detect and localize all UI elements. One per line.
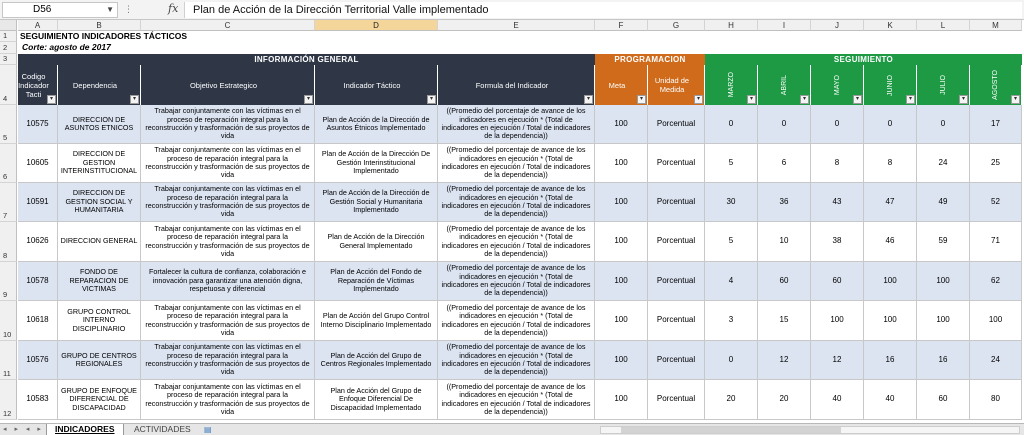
- cell-month-value[interactable]: 15: [758, 301, 811, 341]
- cell-formula[interactable]: ((Promedio del porcentaje de avance de los indicadores en ejecución * (Total de indicadores en ejecución / Total de indicadores de la dependencia)): [438, 262, 595, 301]
- cell-formula[interactable]: ((Promedio del porcentaje de avance de los indicadores en ejecución * (Total de indicadores en ejecución / Total de indicadores de la dependencia)): [438, 380, 595, 420]
- cell-unidad[interactable]: Porcentual: [648, 380, 705, 420]
- band-general: INFORMACIÓN GENERAL: [18, 54, 595, 65]
- row-header-3[interactable]: 3: [0, 54, 17, 65]
- tab-indicadores[interactable]: INDICADORES: [46, 424, 124, 435]
- cell-meta[interactable]: 100: [595, 144, 648, 183]
- filter-dropdown-icon[interactable]: ▾: [47, 95, 56, 104]
- row-header-10[interactable]: 10: [0, 301, 17, 341]
- cell-month-value[interactable]: 62: [970, 262, 1022, 301]
- new-sheet-icon[interactable]: ▤: [204, 425, 212, 434]
- cell-unidad[interactable]: Porcentual: [648, 301, 705, 341]
- cell-month-value[interactable]: 3: [705, 301, 758, 341]
- cell-month-value[interactable]: 30: [705, 183, 758, 222]
- band-seguimiento: SEGUIMIENTO: [705, 54, 1022, 65]
- cell-unidad[interactable]: Porcentual: [648, 183, 705, 222]
- header-meta: [595, 65, 648, 105]
- filter-dropdown-icon[interactable]: ▾: [800, 95, 809, 104]
- filter-dropdown-icon[interactable]: ▾: [694, 95, 703, 104]
- column-header-m[interactable]: M: [970, 20, 1022, 31]
- cell-month-value[interactable]: 100: [864, 301, 917, 341]
- cell-codigo[interactable]: 10575: [18, 105, 58, 144]
- cell-month-value[interactable]: 0: [758, 105, 811, 144]
- formula-input[interactable]: Plan de Acción de la Dirección Territorial Valle implementado: [184, 2, 1022, 18]
- header-indicador: [315, 65, 438, 105]
- name-box-value: D56: [33, 4, 52, 15]
- row-header-2[interactable]: 2: [0, 42, 17, 54]
- header-codigo-label: Codigo Indicador Tacti: [18, 71, 49, 99]
- cell-month-value[interactable]: 49: [917, 183, 970, 222]
- cell-formula[interactable]: ((Promedio del porcentaje de avance de los indicadores en ejecución * (Total de indicadores en ejecución / Total de indicadores de la dependencia)): [438, 341, 595, 380]
- column-header-b[interactable]: B: [58, 20, 141, 31]
- header-month-agosto: [970, 65, 1022, 105]
- cell-unidad[interactable]: Porcentual: [648, 262, 705, 301]
- cell-objetivo[interactable]: Trabajar conjuntamente con las víctimas en el proceso de reparación integral para la reconstrucción y trasformación de sus proyectos de vida: [141, 380, 315, 420]
- header-objetivo: [141, 65, 315, 105]
- select-all-corner[interactable]: [0, 20, 17, 31]
- cell-month-value[interactable]: 0: [705, 105, 758, 144]
- more-icon: ⋮: [124, 4, 135, 14]
- filter-dropdown-icon[interactable]: ▾: [637, 95, 646, 104]
- cell-meta[interactable]: 100: [595, 380, 648, 420]
- row-header-8[interactable]: 8: [0, 222, 17, 262]
- header-formula: [438, 65, 595, 105]
- cell-unidad[interactable]: Porcentual: [648, 144, 705, 183]
- cell-objetivo[interactable]: Trabajar conjuntamente con las víctimas en el proceso de reparación integral para la reconstrucción y trasformación de sus proyectos de vida: [141, 183, 315, 222]
- cell-month-value[interactable]: 16: [917, 341, 970, 380]
- cell-month-value[interactable]: 38: [811, 222, 864, 262]
- row-header-12[interactable]: 12: [0, 380, 17, 420]
- cell-month-value[interactable]: 20: [705, 380, 758, 420]
- cell-formula[interactable]: ((Promedio del porcentaje de avance de los indicadores en ejecución * (Total de indicadores en ejecución / Total de indicadores de la dependencia)): [438, 301, 595, 341]
- cell-formula[interactable]: ((Promedio del porcentaje de avance de los indicadores en ejecución * (Total de indicadores en ejecución / Total de indicadores de la dependencia)): [438, 222, 595, 262]
- band-programacion: PROGRAMACION: [595, 54, 705, 65]
- header-month-junio: [864, 65, 917, 105]
- cell-objetivo[interactable]: Trabajar conjuntamente con las víctimas en el proceso de reparación integral para la reconstrucción y trasformación de sus proyectos de vida: [141, 301, 315, 341]
- header-month-label: MAYO: [833, 74, 841, 96]
- row-header-7[interactable]: 7: [0, 183, 17, 222]
- cell-month-value[interactable]: 0: [811, 105, 864, 144]
- cell-month-value[interactable]: 100: [917, 301, 970, 341]
- header-codigo: [18, 65, 58, 105]
- header-meta-label: Meta: [608, 80, 626, 90]
- cell-month-value[interactable]: 80: [970, 380, 1022, 420]
- cell-month-value[interactable]: 0: [864, 105, 917, 144]
- cell-unidad[interactable]: Porcentual: [648, 222, 705, 262]
- cell-unidad[interactable]: Porcentual: [648, 341, 705, 380]
- cell-month-value[interactable]: 0: [917, 105, 970, 144]
- cell-month-value[interactable]: 36: [758, 183, 811, 222]
- sheet-subtitle: Corte: agosto de 2017: [22, 42, 111, 52]
- filter-dropdown-icon[interactable]: ▾: [959, 95, 968, 104]
- cell-meta[interactable]: 100: [595, 183, 648, 222]
- chevron-down-icon[interactable]: ▼: [106, 5, 114, 14]
- header-dependencia: [58, 65, 141, 105]
- sheet-title: SEGUIMIENTO INDICADORES TÁCTICOS: [20, 31, 188, 41]
- filter-dropdown-icon[interactable]: ▾: [853, 95, 862, 104]
- cell-formula[interactable]: ((Promedio del porcentaje de avance de los indicadores en ejecución * (Total de indicadores en ejecución / Total de indicadores de la dependencia)): [438, 144, 595, 183]
- column-header-d[interactable]: D: [315, 20, 438, 31]
- cell-codigo[interactable]: 10576: [18, 341, 58, 380]
- cell-indicador[interactable]: Plan de Acción de la Dirección de Asuntos Étnicos Implementado: [315, 105, 438, 144]
- cell-month-value[interactable]: 5: [705, 144, 758, 183]
- cell-indicador[interactable]: Plan de Acción de la Dirección De Gestión Interinstitucional Implementado: [315, 144, 438, 183]
- cell-objetivo[interactable]: Fortalecer la cultura de confianza, colaboración e innovación para garantizar una atención digna, respetuosa y diferencial: [141, 262, 315, 301]
- cell-month-value[interactable]: 25: [970, 144, 1022, 183]
- cell-indicador[interactable]: Plan de Acción del Fondo de Reparación de Víctimas Implementado: [315, 262, 438, 301]
- row-header-5[interactable]: 5: [0, 105, 17, 144]
- cell-meta[interactable]: 100: [595, 105, 648, 144]
- row-header-1[interactable]: 1: [0, 31, 17, 42]
- cell-month-value[interactable]: 40: [811, 380, 864, 420]
- name-box[interactable]: [2, 2, 118, 18]
- header-month-abril: [758, 65, 811, 105]
- cell-month-value[interactable]: 16: [864, 341, 917, 380]
- cell-month-value[interactable]: 8: [811, 144, 864, 183]
- column-header-f[interactable]: F: [595, 20, 648, 31]
- filter-dropdown-icon[interactable]: ▾: [906, 95, 915, 104]
- header-formula-label: Formula del Indicador: [475, 80, 549, 90]
- cell-month-value[interactable]: 20: [758, 380, 811, 420]
- cell-indicador[interactable]: Plan de Acción del Grupo Control Interno Disciplinario Implementado: [315, 301, 438, 341]
- cell-month-value[interactable]: 100: [811, 301, 864, 341]
- sheet-tab-bar: [0, 423, 1024, 435]
- cell-indicador[interactable]: Plan de Acción del Grupo de Centros Regionales Implementado: [315, 341, 438, 380]
- filter-dropdown-icon[interactable]: ▾: [584, 95, 593, 104]
- cell-objetivo[interactable]: Trabajar conjuntamente con las víctimas en el proceso de reparación integral para la reconstrucción y trasformación de sus proyectos de vida: [141, 144, 315, 183]
- cell-indicador[interactable]: Plan de Acción de la Dirección General Implementado: [315, 222, 438, 262]
- header-month-mayo: [811, 65, 864, 105]
- header-month-marzo: [705, 65, 758, 105]
- cell-month-value[interactable]: 40: [864, 380, 917, 420]
- cell-month-value[interactable]: 100: [917, 262, 970, 301]
- cell-month-value[interactable]: 6: [758, 144, 811, 183]
- cell-month-value[interactable]: 60: [811, 262, 864, 301]
- header-month-label: JUNIO: [886, 74, 894, 96]
- column-header-g[interactable]: G: [648, 20, 705, 31]
- column-header-l[interactable]: L: [917, 20, 970, 31]
- cell-dependencia[interactable]: DIRECCION DE ASUNTOS ETNICOS: [58, 105, 141, 144]
- cell-dependencia[interactable]: GRUPO CONTROL INTERNO DISCIPLINARIO: [58, 301, 141, 341]
- header-month-label: ABRIL: [780, 74, 788, 96]
- cell-meta[interactable]: 100: [595, 262, 648, 301]
- row-header-6[interactable]: 6: [0, 144, 17, 183]
- cell-month-value[interactable]: 8: [864, 144, 917, 183]
- cell-codigo[interactable]: 10618: [18, 301, 58, 341]
- cell-dependencia[interactable]: DIRECCION GENERAL: [58, 222, 141, 262]
- cell-month-value[interactable]: 0: [705, 341, 758, 380]
- column-header-h[interactable]: H: [705, 20, 758, 31]
- cell-codigo[interactable]: 10605: [18, 144, 58, 183]
- header-month-label: JULIO: [939, 75, 947, 95]
- cell-month-value[interactable]: 47: [864, 183, 917, 222]
- column-header-a[interactable]: A: [18, 20, 58, 31]
- column-header-k[interactable]: K: [864, 20, 917, 31]
- cell-codigo[interactable]: 10626: [18, 222, 58, 262]
- scroll-thumb[interactable]: [621, 427, 841, 433]
- header-month-label: AGOSTO: [992, 70, 999, 100]
- horizontal-scrollbar[interactable]: [600, 426, 1020, 434]
- row-header-4[interactable]: 4: [0, 65, 17, 105]
- cell-dependencia[interactable]: FONDO DE REPARACION DE VICTIMAS: [58, 262, 141, 301]
- cell-codigo[interactable]: 10583: [18, 380, 58, 420]
- header-month-label: MARZO: [727, 72, 735, 98]
- cell-meta[interactable]: 100: [595, 301, 648, 341]
- header-month-julio: [917, 65, 970, 105]
- cell-month-value[interactable]: 10: [758, 222, 811, 262]
- filter-dropdown-icon[interactable]: ▾: [427, 95, 436, 104]
- filter-dropdown-icon[interactable]: ▾: [130, 95, 139, 104]
- header-indicador-label: Indicador Táctico: [343, 80, 401, 90]
- cell-month-value[interactable]: 17: [970, 105, 1022, 144]
- cell-month-value[interactable]: 4: [705, 262, 758, 301]
- header-objetivo-label: Objetivo Estrategico: [189, 80, 258, 90]
- cell-indicador[interactable]: Plan de Acción de la Dirección de Gestión Social y Humanitaria Implementado: [315, 183, 438, 222]
- tab-actividades[interactable]: ACTIVIDADES: [134, 424, 191, 434]
- cell-formula[interactable]: ((Promedio del porcentaje de avance de los indicadores en ejecución * (Total de indicadores en ejecución / Total de indicadores de la dependencia)): [438, 183, 595, 222]
- column-header-i[interactable]: I: [758, 20, 811, 31]
- cell-month-value[interactable]: 71: [970, 222, 1022, 262]
- cell-objetivo[interactable]: Trabajar conjuntamente con las víctimas en el proceso de reparación integral para la reconstrucción y trasformación de sus proyectos de vida: [141, 105, 315, 144]
- cell-month-value[interactable]: 12: [758, 341, 811, 380]
- cell-dependencia[interactable]: DIRECCION DE GESTION SOCIAL Y HUMANITARIA: [58, 183, 141, 222]
- cell-month-value[interactable]: 46: [864, 222, 917, 262]
- filter-dropdown-icon[interactable]: ▾: [304, 95, 313, 104]
- cell-month-value[interactable]: 100: [970, 301, 1022, 341]
- cell-codigo[interactable]: 10591: [18, 183, 58, 222]
- cell-month-value[interactable]: 24: [970, 341, 1022, 380]
- header-unidad-label: Unidad de Medida: [654, 76, 690, 94]
- cell-formula[interactable]: ((Promedio del porcentaje de avance de los indicadores en ejecución * (Total de indicadores en ejecución / Total de indicadores de la dependencia)): [438, 105, 595, 144]
- cell-month-value[interactable]: 52: [970, 183, 1022, 222]
- cell-codigo[interactable]: 10578: [18, 262, 58, 301]
- filter-dropdown-icon[interactable]: ▾: [1011, 95, 1020, 104]
- cell-month-value[interactable]: 5: [705, 222, 758, 262]
- cell-unidad[interactable]: Porcentual: [648, 105, 705, 144]
- row-header-9[interactable]: 9: [0, 262, 17, 301]
- cell-month-value[interactable]: 43: [811, 183, 864, 222]
- cell-dependencia[interactable]: GRUPO DE ENFOQUE DIFERENCIAL DE DISCAPACIDAD: [58, 380, 141, 420]
- cell-meta[interactable]: 100: [595, 222, 648, 262]
- cell-objetivo[interactable]: Trabajar conjuntamente con las víctimas en el proceso de reparación integral para la reconstrucción y trasformación de sus proyectos de vida: [141, 341, 315, 380]
- column-header-j[interactable]: J: [811, 20, 864, 31]
- cell-dependencia[interactable]: GRUPO DE CENTROS REGIONALES: [58, 341, 141, 380]
- cell-indicador[interactable]: Plan de Acción del Grupo de Enfoque Diferencial De Discapacidad Implementado: [315, 380, 438, 420]
- header-unidad: [648, 65, 705, 105]
- sheet-nav-arrows-icon[interactable]: ◂ ▸ ◂ ▸: [3, 426, 44, 433]
- cell-month-value[interactable]: 59: [917, 222, 970, 262]
- function-icon[interactable]: fx: [168, 2, 179, 15]
- cell-objetivo[interactable]: Trabajar conjuntamente con las víctimas en el proceso de reparación integral para la reconstrucción y trasformación de sus proyectos de vida: [141, 222, 315, 262]
- row-header-11[interactable]: 11: [0, 341, 17, 380]
- filter-dropdown-icon[interactable]: ▾: [747, 95, 756, 104]
- cell-meta[interactable]: 100: [595, 341, 648, 380]
- column-header-c[interactable]: C: [141, 20, 315, 31]
- cell-month-value[interactable]: 60: [917, 380, 970, 420]
- column-header-e[interactable]: E: [438, 20, 595, 31]
- formula-bar: [0, 0, 1024, 20]
- header-dependencia-label: Dependencia: [72, 80, 118, 90]
- cell-month-value[interactable]: 60: [758, 262, 811, 301]
- cell-dependencia[interactable]: DIRECCION DE GESTION INTERINSTITUCIONAL: [58, 144, 141, 183]
- cell-month-value[interactable]: 24: [917, 144, 970, 183]
- cell-month-value[interactable]: 100: [864, 262, 917, 301]
- cell-month-value[interactable]: 12: [811, 341, 864, 380]
